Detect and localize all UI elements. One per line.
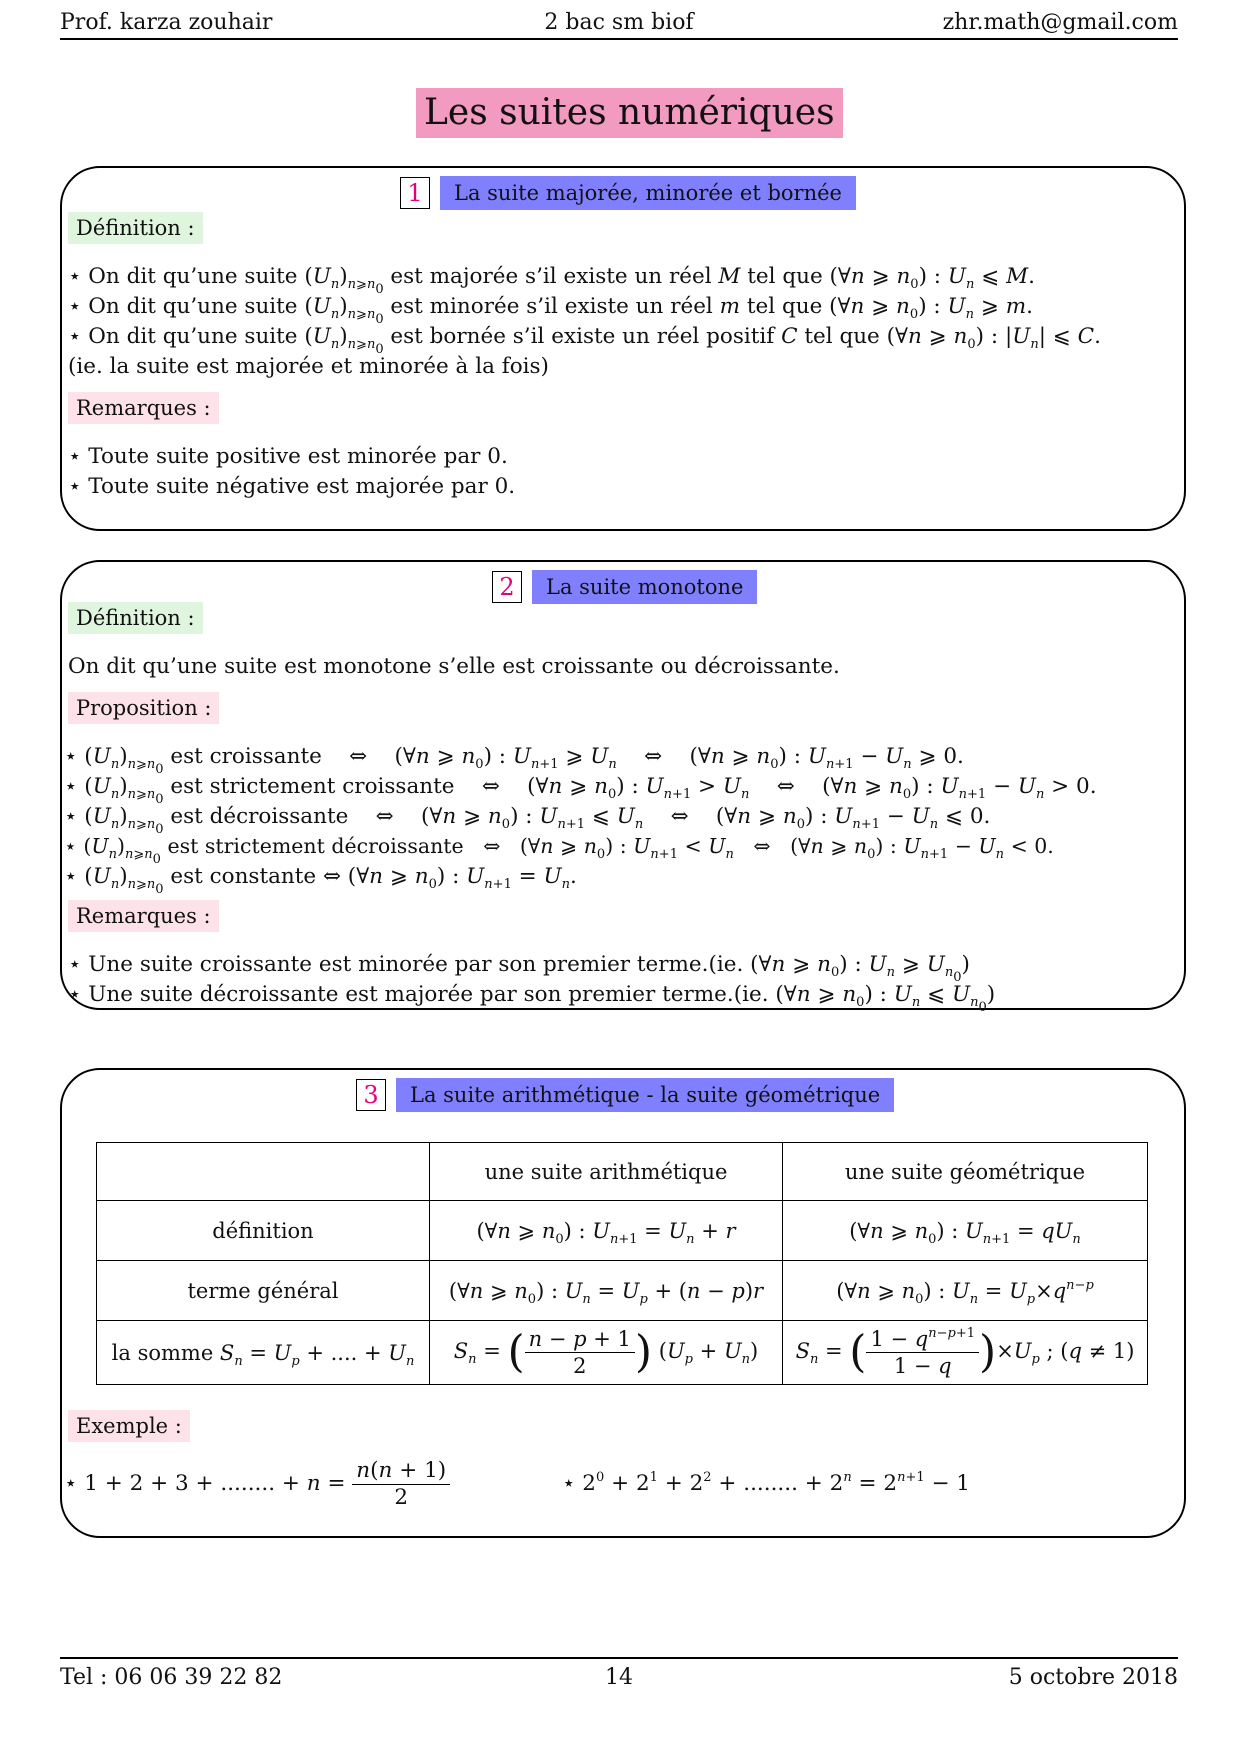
geom-general-term: (∀n ⩾ $n_0$) : $U_n = U_p\times q^{n-p}$ bbox=[783, 1261, 1148, 1321]
proposition-label: Proposition : bbox=[68, 692, 219, 724]
prop-constante: ⋆ $(U_n)_{n⩾n_0}$ est constante ⇔ (∀n ⩾ $n_0$) : $U_{n+1} = U_n$. bbox=[64, 864, 577, 897]
section-3-box bbox=[60, 1068, 1186, 1538]
table-row bbox=[97, 1261, 1148, 1321]
page-header bbox=[60, 8, 1178, 40]
example-label: Exemple : bbox=[68, 1410, 190, 1442]
def-majoree: ⋆ On dit qu’une suite $(U_n)_{n⩾n_0}$ est majorée s’il existe un réel M tel que (∀n ⩾ $n_0$) : $U_n$ ⩽ M. bbox=[68, 264, 1035, 297]
table-row bbox=[97, 1321, 1148, 1385]
def-note: (ie. la suite est majorée et minorée à la fois) bbox=[68, 354, 549, 379]
arith-general-term: (∀n ⩾ $n_0$) : $U_n = U_p + (n - p)r$ bbox=[430, 1261, 783, 1321]
remark-item: ⋆ Une suite croissante est minorée par son premier terme.(ie. (∀n ⩾ $n_0$) : $U_n$ ⩾ $U_{n_0}$) bbox=[68, 952, 970, 985]
section-1-box bbox=[60, 166, 1186, 531]
remarks-label: Remarques : bbox=[68, 392, 219, 424]
prop-croissante: ⋆ $(U_n)_{n⩾n_0}$ est croissante ⇔ (∀n ⩾ $n_0$) : $U_{n+1}$ ⩾ $U_n$ ⇔ (∀n ⩾ $n_0$) : $U_{n+1} - U_n$ ⩾ 0. bbox=[64, 744, 964, 777]
section-2-heading bbox=[492, 570, 757, 606]
row-label-general-term: terme général bbox=[97, 1261, 430, 1321]
prop-decroissante: ⋆ $(U_n)_{n⩾n_0}$ est décroissante ⇔ (∀n ⩾ $n_0$) : $U_{n+1}$ ⩽ $U_n$ ⇔ (∀n ⩾ $n_0$) : $U_{n+1} - U_n$ ⩽ 0. bbox=[64, 804, 991, 837]
table-header-arith: une suite arithmétique bbox=[430, 1143, 783, 1201]
header-class: 2 bac sm biof bbox=[544, 10, 694, 35]
footer-phone: Tel : 06 06 39 22 82 bbox=[60, 1665, 283, 1690]
remark-item: ⋆ Une suite décroissante est majorée par son premier terme.(ie. (∀n ⩾ $n_0$) : $U_n$ ⩽ $U_{n_0}$) bbox=[68, 982, 996, 1015]
section-3-number: 3 bbox=[356, 1079, 386, 1111]
table-row bbox=[97, 1201, 1148, 1261]
geom-definition: (∀n ⩾ $n_0$) : $U_{n+1} = qU_n$ bbox=[783, 1201, 1148, 1261]
example-arith-sum: ⋆ 1 + 2 + 3 + ........ + n = $\frac{n(n + 1)}{2}$ bbox=[64, 1454, 450, 1514]
def-bornee: ⋆ On dit qu’une suite $(U_n)_{n⩾n_0}$ est bornée s’il existe un réel positif C tel que (∀n ⩾ $n_0$) : $|U_n|$ ⩽ C. bbox=[68, 324, 1101, 357]
remark-item: ⋆ Toute suite positive est minorée par 0. bbox=[68, 444, 508, 469]
definition-label: Définition : bbox=[68, 602, 203, 634]
prop-strict-croissante: ⋆ $(U_n)_{n⩾n_0}$ est strictement croissante ⇔ (∀n ⩾ $n_0$) : $U_{n+1} > U_n$ ⇔ (∀n ⩾ $n_0$) : $U_{n+1} - U_n > 0$. bbox=[64, 774, 1097, 807]
section-3-heading bbox=[356, 1078, 894, 1114]
geom-sum: $S_n$ = ( $\frac{1 - q^{n-p+1}}{1 - q}$ )$\times U_p$ ; (q ≠ 1) bbox=[783, 1321, 1148, 1385]
table-header-geom: une suite géométrique bbox=[783, 1143, 1148, 1201]
page-footer bbox=[60, 1657, 1178, 1699]
def-minoree: ⋆ On dit qu’une suite $(U_n)_{n⩾n_0}$ est minorée s’il existe un réel m tel que (∀n ⩾ $n_0$) : $U_n$ ⩾ m. bbox=[68, 294, 1033, 327]
footer-date: 5 octobre 2018 bbox=[1008, 1665, 1178, 1690]
prop-strict-decroissante: ⋆ $(U_n)_{n⩾n_0}$ est strictement décroissante ⇔ (∀n ⩾ $n_0$) : $U_{n+1} < U_n$ ⇔ (∀n ⩾ $n_0$) : $U_{n+1} - U_n < 0$. bbox=[64, 834, 1054, 867]
def-monotone: On dit qu’une suite est monotone s’elle est croissante ou décroissante. bbox=[68, 654, 840, 679]
section-1-number: 1 bbox=[400, 177, 430, 209]
section-2-title: La suite monotone bbox=[532, 570, 757, 604]
definition-label: Définition : bbox=[68, 212, 203, 244]
page-title: Les suites numériques bbox=[416, 88, 843, 138]
header-email: zhr.math@gmail.com bbox=[942, 10, 1178, 35]
table-cell-empty bbox=[97, 1143, 430, 1201]
row-label-sum: la somme $S_n = U_p$ + .... + $U_n$ bbox=[97, 1321, 430, 1385]
comparison-table bbox=[96, 1142, 1148, 1385]
remark-item: ⋆ Toute suite négative est majorée par 0. bbox=[68, 474, 516, 499]
example-geom-sum: ⋆ $2^0 + 2^1 + 2^2$ + ........ + $2^n = 2^{n+1} - 1$ bbox=[562, 1470, 970, 1496]
header-author: Prof. karza zouhair bbox=[60, 10, 273, 35]
row-label-definition: définition bbox=[97, 1201, 430, 1261]
section-2-number: 2 bbox=[492, 571, 522, 603]
section-1-title: La suite majorée, minorée et bornée bbox=[440, 176, 856, 210]
arith-sum: $S_n$ = ( $\frac{n - p + 1}{2}$ ) $(U_p + U_n)$ bbox=[430, 1321, 783, 1385]
remarks-label: Remarques : bbox=[68, 900, 219, 932]
page-number: 14 bbox=[605, 1665, 633, 1690]
arith-definition: (∀n ⩾ $n_0$) : $U_{n+1} = U_n + r$ bbox=[430, 1201, 783, 1261]
section-2-box bbox=[60, 560, 1186, 1015]
section-3-title: La suite arithmétique - la suite géométrique bbox=[396, 1078, 894, 1112]
section-1-heading bbox=[400, 176, 856, 212]
table-row bbox=[97, 1143, 1148, 1201]
